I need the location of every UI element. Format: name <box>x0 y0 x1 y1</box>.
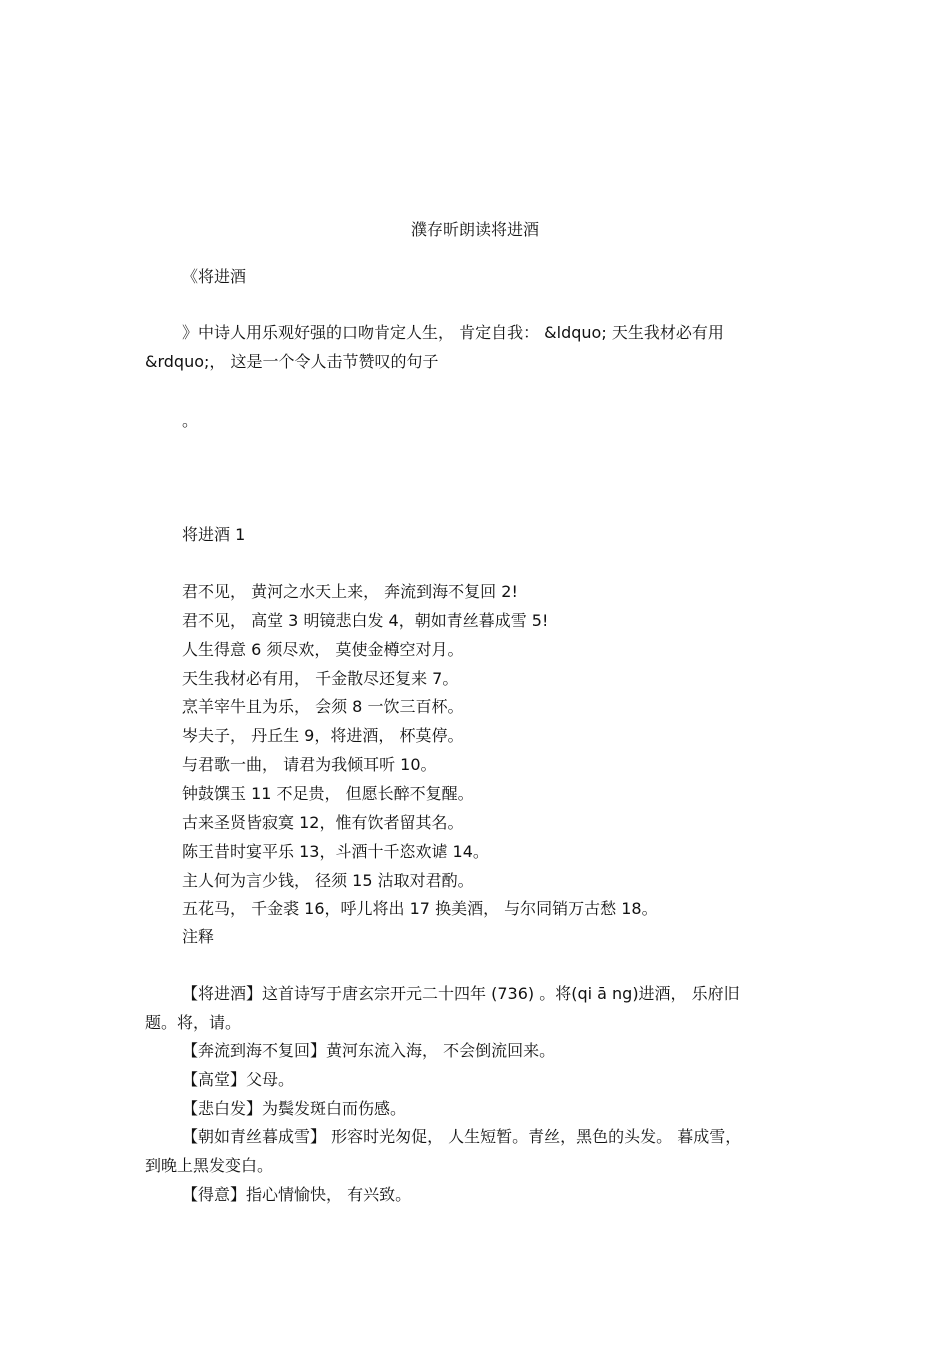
note-item-first-line: 【将进酒】这首诗写于唐玄宗开元二十四年 (736) 。将(qi ā ng)进酒， 乐府旧 <box>182 984 740 1003</box>
note-item-first-line: 【朝如青丝暮成雪】 形容时光匆促， 人生短暂。青丝，黑色的头发。 暮成雪， <box>182 1127 742 1146</box>
poem-line: 钟鼓馔玉 11 不足贵， 但愿长醉不复醒。 <box>182 784 474 803</box>
intro-line-1: 《将进酒 <box>182 267 247 286</box>
poem-line: 烹羊宰牛且为乐， 会须 8 一饮三百杯。 <box>182 697 464 716</box>
note-item-first-line: 【得意】指心情愉快， 有兴致。 <box>182 1185 412 1204</box>
intro-line-4: 。 <box>182 411 199 430</box>
notes-heading: 注释 <box>182 927 215 946</box>
intro-line-3: &rdquo;， 这是一个令人击节赞叹的句子 <box>145 352 439 371</box>
poem-line: 岑夫子， 丹丘生 9，将进酒， 杯莫停。 <box>182 726 464 745</box>
poem-line: 陈王昔时宴平乐 13，斗酒十千恣欢谑 14。 <box>182 842 489 861</box>
note-item-continuation: 到晚上黑发变白。 <box>145 1156 274 1175</box>
poem-line: 君不见， 黄河之水天上来， 奔流到海不复回 2! <box>182 582 518 601</box>
poem-line: 主人何为言少钱， 径须 15 沽取对君酌。 <box>182 871 474 890</box>
note-item-continuation: 题。将，请。 <box>145 1013 242 1032</box>
poem-line: 古来圣贤皆寂寞 12，惟有饮者留其名。 <box>182 813 464 832</box>
intro-line-2: 》中诗人用乐观好强的口吻肯定人生， 肯定自我： &ldquo; 天生我材必有用 <box>182 323 724 342</box>
note-item-first-line: 【奔流到海不复回】黄河东流入海， 不会倒流回来。 <box>182 1041 556 1060</box>
note-item-first-line: 【高堂】父母。 <box>182 1070 295 1089</box>
poem-heading: 将进酒 1 <box>182 525 246 544</box>
poem-line: 五花马， 千金裘 16，呼儿将出 17 换美酒， 与尔同销万古愁 18。 <box>182 899 658 918</box>
poem-line: 天生我材必有用， 千金散尽还复来 7。 <box>182 669 459 688</box>
poem-line: 与君歌一曲， 请君为我倾耳听 10。 <box>182 755 437 774</box>
page-title: 濮存昕朗读将进酒 <box>410 220 539 239</box>
poem-line: 人生得意 6 须尽欢， 莫使金樽空对月。 <box>182 640 464 659</box>
note-item-first-line: 【悲白发】为鬓发斑白而伤感。 <box>182 1099 407 1118</box>
poem-line: 君不见， 高堂 3 明镜悲白发 4，朝如青丝暮成雪 5! <box>182 611 549 630</box>
